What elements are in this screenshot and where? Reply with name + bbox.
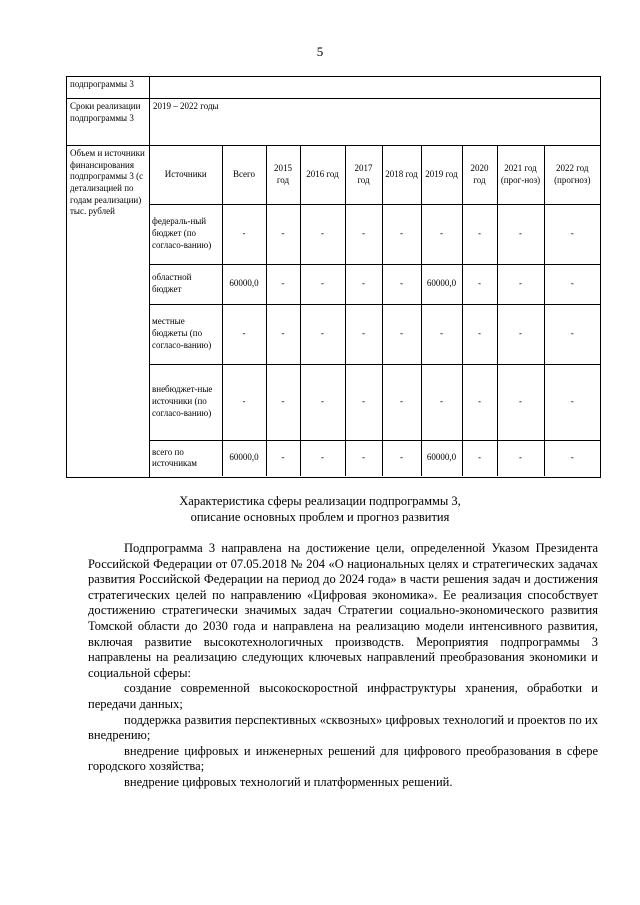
header-cell: 2020 год — [462, 146, 497, 204]
row-label: подпрограммы 3 — [67, 77, 150, 99]
header-cell: 2021 год (прог-ноз) — [497, 146, 544, 204]
financing-row — [150, 204, 600, 264]
source-cell: всего по источникам — [150, 440, 222, 476]
value-cell: - — [462, 364, 497, 440]
value-cell: - — [266, 264, 300, 304]
header-cell: 2015 год — [266, 146, 300, 204]
value-cell: - — [497, 204, 544, 264]
list-item: внедрение цифровых и инженерных решений для цифрового преобразования в сфере городского хозяйства; — [88, 743, 598, 774]
table-row — [67, 77, 601, 99]
value-cell: - — [462, 304, 497, 364]
value-cell: - — [300, 364, 345, 440]
value-cell: - — [382, 440, 421, 476]
value-cell: - — [300, 440, 345, 476]
value-cell: 60000,0 — [421, 264, 462, 304]
value-cell: - — [222, 204, 266, 264]
page-number: 5 — [316, 44, 324, 59]
value-cell: - — [300, 304, 345, 364]
list-item: внедрение цифровых технологий и платформенных решений. — [124, 774, 453, 789]
list-item: поддержка развития перспективных «сквозных» цифровых технологий и проектов по их внедрению; — [88, 712, 598, 743]
section-heading-line: описание основных проблем и прогноз развития — [190, 510, 450, 524]
header-cell: Всего — [222, 146, 266, 204]
value-cell: - — [544, 440, 600, 476]
financing-row — [150, 264, 600, 304]
value-cell: - — [421, 364, 462, 440]
source-cell: областной бюджет — [150, 264, 222, 304]
financing-table — [150, 146, 600, 476]
section-heading-line: Характеристика сферы реализации подпрограммы 3, — [179, 494, 461, 508]
value-cell: - — [544, 264, 600, 304]
value-cell: - — [462, 264, 497, 304]
value-cell: - — [345, 364, 382, 440]
source-cell: внебюджет-ные источники (по согласо-ванию) — [150, 364, 222, 440]
value-cell: - — [266, 304, 300, 364]
passport-table — [66, 76, 601, 478]
header-cell: 2017 год — [345, 146, 382, 204]
value-cell: - — [382, 364, 421, 440]
header-cell: 2022 год (прогноз) — [544, 146, 600, 204]
row-label: Объем и источники финансирования подпрограммы 3 (с детализацией по годам реализации) тыс. рублей — [67, 146, 150, 478]
body-text — [88, 541, 598, 791]
header-cell: Источники — [150, 146, 222, 204]
value-cell: - — [497, 440, 544, 476]
value-cell: - — [266, 364, 300, 440]
value-cell: 60000,0 — [222, 440, 266, 476]
paragraph: Подпрограмма 3 направлена на достижение цели, определенной Указом Президента Российской Федерации от 07.05.2018 № 204 «О национальных целях и стратегических задачах развития Российской Федерации на период до 2024 года» в части решения задач и достижения стратегических целей по направлению «Цифровая экономика». Ее реализация способствует достижению стратегически значимых задач Стратегии социально-экономического развития Томской области до 2030 года и направлена на реализацию модели интенсивного развития, включая развитие высокотехнологичных производств. Мероприятия подпрограммы 3 направлены на реализацию следующих ключевых направлений преобразования экономики и социальной сферы: — [88, 541, 598, 680]
financing-row — [150, 304, 600, 364]
row-label: Сроки реализации подпрограммы 3 — [67, 99, 150, 146]
section-heading — [0, 493, 640, 525]
value-cell: - — [497, 264, 544, 304]
value-cell: - — [544, 364, 600, 440]
financing-total-row — [150, 440, 600, 476]
row-value: 2019 – 2022 годы — [150, 99, 601, 146]
value-cell: - — [345, 304, 382, 364]
value-cell: - — [544, 204, 600, 264]
value-cell: - — [462, 204, 497, 264]
value-cell: - — [222, 364, 266, 440]
list-item: создание современной высокоскоростной инфраструктуры хранения, обработки и передачи данных; — [88, 681, 598, 711]
value-cell: - — [421, 204, 462, 264]
value-cell: - — [421, 304, 462, 364]
value-cell: - — [266, 440, 300, 476]
table-row — [67, 99, 601, 146]
value-cell: 60000,0 — [421, 440, 462, 476]
value-cell: - — [382, 304, 421, 364]
header-cell: 2016 год — [300, 146, 345, 204]
header-cell: 2019 год — [421, 146, 462, 204]
financing-header-row — [150, 146, 600, 204]
value-cell: - — [345, 204, 382, 264]
value-cell: - — [544, 304, 600, 364]
value-cell: - — [462, 440, 497, 476]
row-value — [150, 77, 601, 99]
financing-cell — [150, 146, 601, 478]
source-cell: местные бюджеты (по согласо-ванию) — [150, 304, 222, 364]
value-cell: - — [345, 440, 382, 476]
header-cell: 2018 год — [382, 146, 421, 204]
value-cell: - — [497, 364, 544, 440]
financing-row — [150, 364, 600, 440]
table-row — [67, 146, 601, 478]
value-cell: - — [300, 264, 345, 304]
value-cell: - — [266, 204, 300, 264]
value-cell: - — [345, 264, 382, 304]
value-cell: - — [382, 204, 421, 264]
value-cell: 60000,0 — [222, 264, 266, 304]
value-cell: - — [382, 264, 421, 304]
value-cell: - — [222, 304, 266, 364]
value-cell: - — [300, 204, 345, 264]
value-cell: - — [497, 304, 544, 364]
source-cell: федераль-ный бюджет (по согласо-ванию) — [150, 204, 222, 264]
